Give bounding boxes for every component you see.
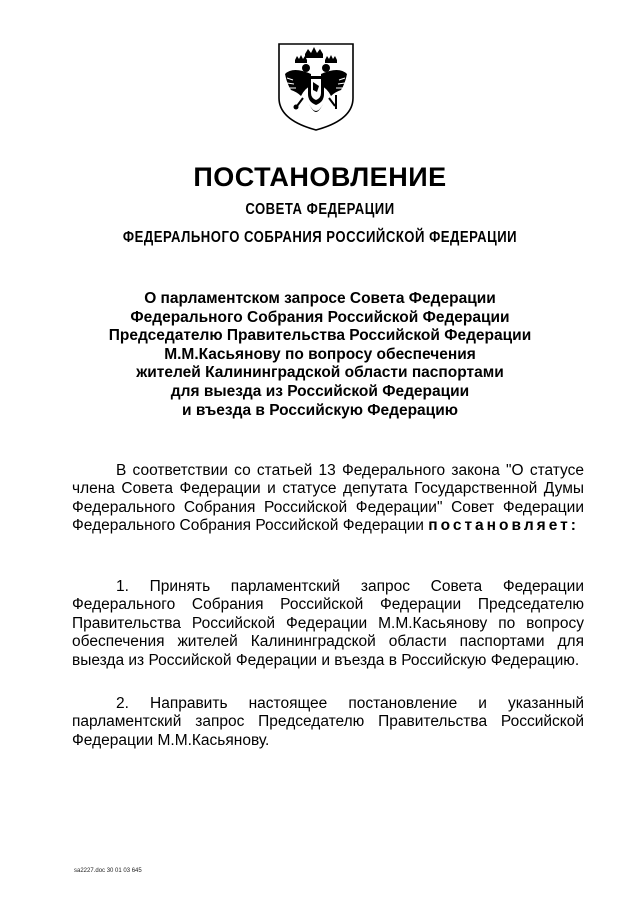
- document-subtitle-line2: ФЕДЕРАЛЬНОГО СОБРАНИЯ РОССИЙСКОЙ ФЕДЕРАЦИИ: [122, 229, 518, 246]
- resolves-word: постановляет:: [428, 517, 579, 535]
- subject-line: жителей Калининградской области паспортами: [136, 364, 504, 382]
- russian-coat-of-arms-icon: [271, 40, 361, 132]
- subject-line: М.М.Касьянову по вопросу обеспечения: [164, 345, 476, 363]
- resolution-item-1: [72, 578, 584, 670]
- document-subtitle-line1: СОВЕТА ФЕДЕРАЦИИ: [245, 201, 395, 218]
- subject-line: О парламентском запросе Совета Федерации: [144, 290, 496, 307]
- subject-line: для выезда из Российской Федерации: [170, 382, 470, 400]
- preamble-paragraph: [72, 462, 584, 536]
- document-subject: [0, 290, 640, 420]
- subject-line: Председателю Правительства Российской Федерации: [108, 327, 532, 345]
- document-title: ПОСТАНОВЛЕНИЕ: [193, 162, 447, 192]
- item-2-text: 2. Направить настоящее постановление и указанный парламентский запрос Председателю Правительства Российской Федерации М.М.Касьянову.: [72, 695, 584, 749]
- preamble-text: В соответствии со статьей 13 Федерального закона "О статусе члена Совета Федерации и статусе депутата Государственной Думы Федерального Собрания Российской Федерации" Совет Федерации Федерального Собрания Российской Федерации: [72, 462, 584, 535]
- subject-line: Федерального Собрания Российской Федерации: [130, 308, 510, 326]
- resolution-item-2: [72, 695, 584, 750]
- file-stamp: sa2227.doc 30 01 03 645: [74, 868, 142, 874]
- subject-line: и въезда в Российскую Федерацию: [182, 401, 458, 419]
- item-1-text: 1. Принять парламентский запрос Совета Федерации Федерального Собрания Российской Федерации Председателю Правительства Российской Федерации М.М.Касьянову по вопросу обеспечения жителей Калининградской области паспортами для выезда из Российской Федерации и въезда в Российскую Федерацию.: [72, 578, 584, 669]
